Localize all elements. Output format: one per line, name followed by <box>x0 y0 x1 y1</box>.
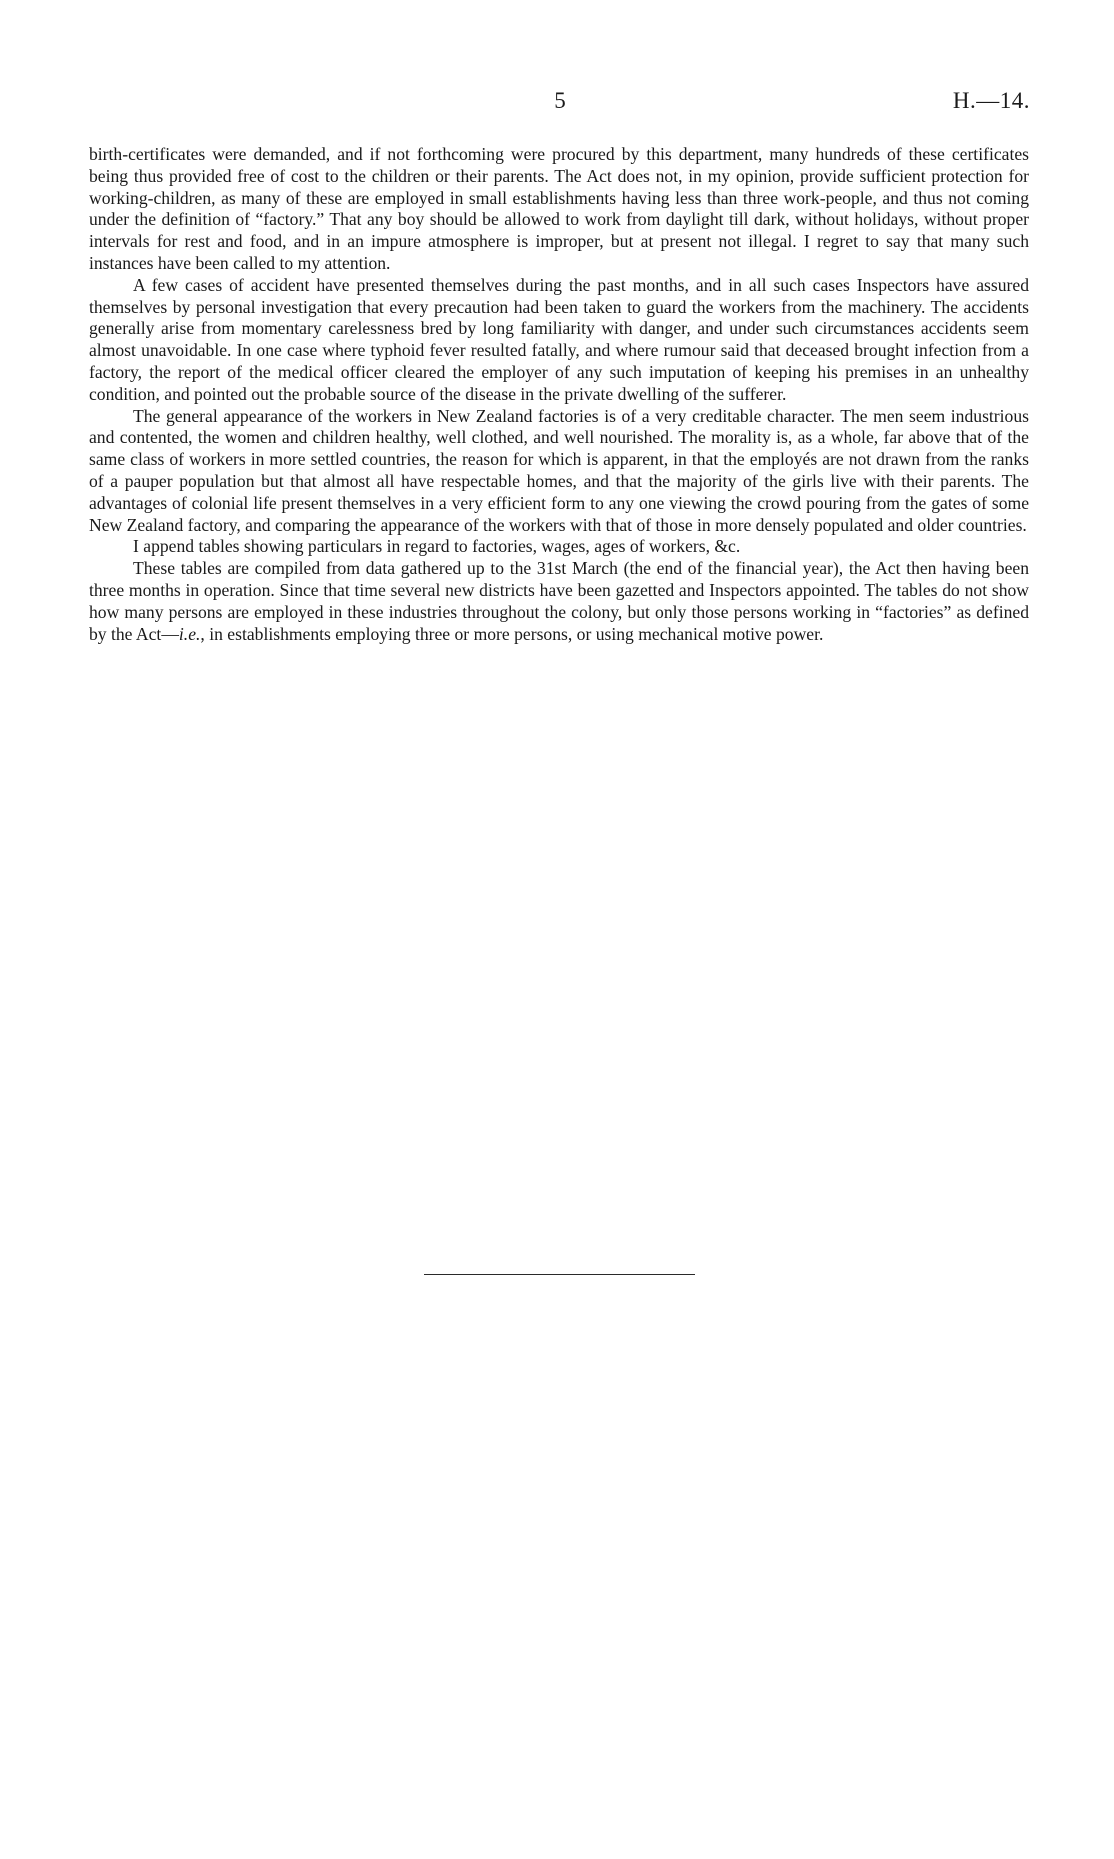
paragraph-working-children: birth-certificates were demanded, and if not forthcoming were procured by this department, many hundreds of these certificates being thus provided free of cost to the children or their parents. The Act does not, in my opinion, provide sufficient protection for working-children, as many of these are employed in small establishments having less than three work-people, and thus not coming under the definition of “factory.” That any boy should be allowed to work from daylight till dark, without holidays, without proper intervals for rest and food, and in an impure atmosphere is improper, but at present not illegal. I regret to say that many such instances have been called to my attention. <box>89 144 1029 273</box>
paragraph-accidents: A few cases of accident have presented themselves during the past months, and in all such cases Inspectors have assured themselves by personal investigation that every precaution had been taken to guard the workers from the machinery. The accidents generally arise from momentary carelessness bred by long familiarity with danger, and under such circumstances accidents seem almost unavoidable. In one case where typhoid fever resulted fatally, and where rumour said that deceased brought infection from a factory, the report of the medical officer cleared the employer of any such imputation of keeping his premises in an unhealthy condition, and pointed out the probable source of the disease in the private dwelling of the sufferer. <box>89 274 1029 404</box>
paragraph-tables-compiled <box>89 558 1029 645</box>
paragraph-tables-compiled-ending: , in establishments employing three or more persons, or using mechanical motive power. <box>200 623 824 644</box>
document-reference: H.—14. <box>952 88 1030 113</box>
body-text <box>89 144 1029 645</box>
paragraph-tables-compiled-text: These tables are compiled from data gathered up to the 31st March (the end of the financial year), the Act then having been three months in operation. Since that time several new districts have been gazetted and Inspectors appointed. The tables do not show how many persons are employed in these industries throughout the colony, but only those persons working in “factories” as defined by the Act— <box>89 558 1029 644</box>
page-number: 5 <box>554 88 566 113</box>
paragraph-append-tables: I append tables showing particulars in regard to factories, wages, ages of workers, &c. <box>133 536 741 557</box>
section-divider-rule <box>424 1274 695 1275</box>
paragraph-workers-appearance: The general appearance of the workers in New Zealand factories is of a very creditable character. The men seem industrious and contented, the women and children healthy, well clothed, and well nourished. The morality is, as a whole, far above that of the same class of workers in more settled countries, the reason for which is apparent, in that the employés are not drawn from the ranks of a pauper population but that almost all have respectable homes, and that the majority of the girls live with their parents. The advantages of colonial life present themselves in a very efficient form to any one viewing the crowd pouring from the gates of some New Zealand factory, and comparing the appearance of the workers with that of those in more densely populated and older countries. <box>89 405 1029 535</box>
ie-abbreviation: i.e. <box>178 623 201 644</box>
